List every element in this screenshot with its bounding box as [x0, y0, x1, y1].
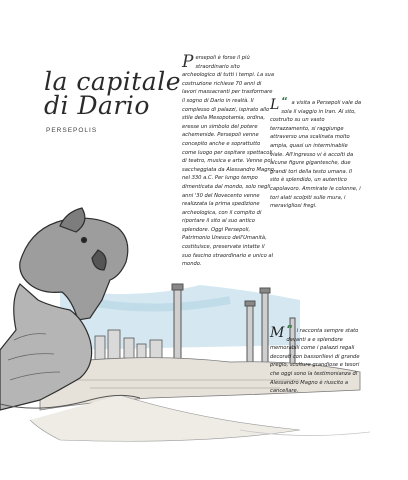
page-title — [44, 67, 184, 120]
title-line-2: di Dario — [44, 91, 150, 120]
section-label: PERSEPOLIS — [46, 127, 98, 134]
right-dropcap: L — [270, 97, 280, 113]
right-article-text — [270, 98, 362, 211]
quote-dropcap: M — [270, 325, 285, 341]
right-body: a visita a Persepoli vale da sola il viaggio in Iran. Al sito, costruito su un vasto terrazzamento, si raggiunge attraverso una scalinata molto ampia, quasi un interminabile viale. All'ingresso vi è accolti da alcune figure gigantesche, due grandi tori della testo umana. Il sito è splendido, un autentico capolavoro. Ammirate le colonne, i tori alati scolpiti sulle mura, i meravigliosi fregi. — [270, 100, 362, 210]
quote-body: i racconta sempre stato davanti a e splendore memorabili come i palazzi regali decorati con bassorilievi di grande pregio, sculture grandiose e tesori che oggi sono la testimonianza di Alessandro Magno è riuscito a cancellare. — [270, 328, 360, 395]
pull-quote — [270, 326, 362, 396]
title-line-1: la capitale — [44, 67, 181, 96]
main-body: ersepoli è forse il più straordinario sito archeologico di tutti i tempi. La sua costruzione richiese 70 anni di lavori massacranti per trasformare il sogno di Dario in realtà. Il complesso di palazzi, ispirato allo stile della Mesopotamia, ordina, eresse un simbolo del potere achemenide. Persepoli venne concepito anche e soprattutto come luogo per ospitare spettacoli di teatro, musica e arte. Venne poi saccheggiata da Alessandro Magno nel 330 a.C. Per lungo tempo dimenticata dal mondo, solo negli anni '30 del Novecento venne realizzata la prima spedizione archeologica, con il compito di riportare il sito al suo antico splendore. Oggi Persepoli, Patrimonio Unesco dell'Umanità, costituisce, preservate intatte il suo fascino straordinario e unico al mondo. — [182, 55, 274, 268]
main-article-text — [182, 54, 274, 269]
main-dropcap: P — [182, 52, 194, 72]
quote-mark-icon: “ — [286, 324, 293, 335]
quote-mark-icon: “ — [281, 96, 288, 107]
